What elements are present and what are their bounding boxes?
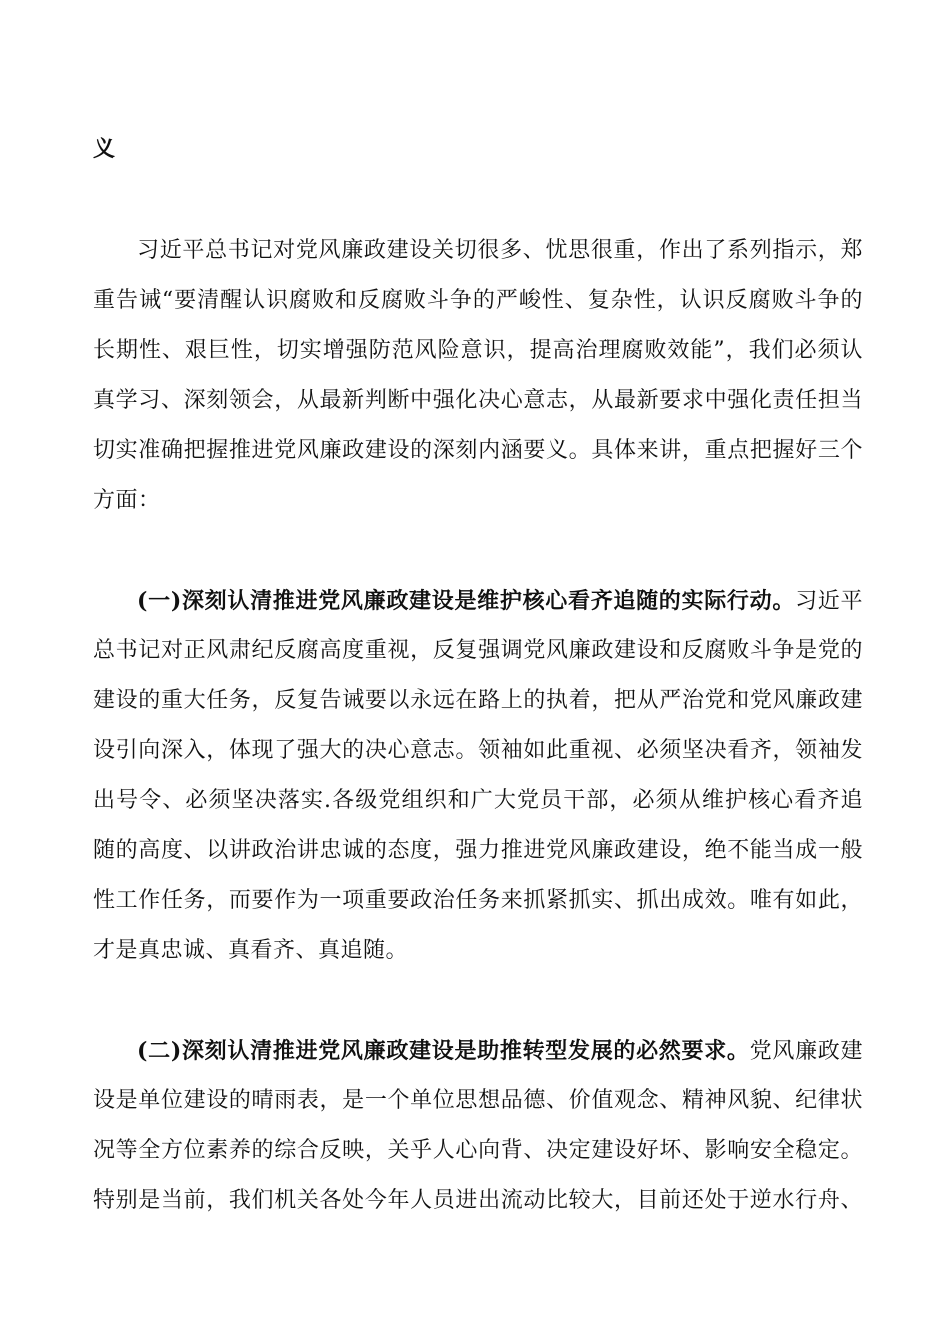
section-1-heading: (一)深刻认清推进党风廉政建设是维护核心看齐追随的实际行动。 (137, 588, 796, 614)
paragraph-1-line-2: 重告诫“要清醒认识腐败和反腐败斗争的严峻性、复杂性，认识反腐败斗争的 (93, 288, 863, 313)
section-2-first-line (137, 1036, 863, 1067)
section-2-heading-rest: 党风廉政建 (749, 1039, 863, 1064)
section-1-line-6: 性工作任务，而要作为一项重要政治任务来抓紧抓实、抓出成效。唯有如此， (93, 888, 863, 913)
section-1-line-3: 设引向深入，体现了强大的决心意志。领袖如此重视、必须坚决看齐，领袖发 (93, 738, 863, 763)
section-1-line-1: 总书记对正风肃纪反腐高度重视，反复强调党风廉政建设和反腐败斗争是党的 (93, 638, 863, 663)
page-fragment-char: 义 (93, 136, 116, 162)
section-2-heading: (二)深刻认清推进党风廉政建设是助推转型发展的必然要求。 (137, 1038, 750, 1064)
section-2-line-1: 设是单位建设的晴雨表，是一个单位思想品德、价值观念、精神风貌、纪律状 (93, 1088, 863, 1113)
paragraph-1-line-6: 方面： (93, 488, 161, 513)
section-2-line-3: 特别是当前，我们机关各处今年人员进出流动比较大，目前还处于逆水行舟、 (93, 1188, 863, 1213)
paragraph-1-line-5: 切实准确把握推进党风廉政建设的深刻内涵要义。具体来讲，重点把握好三个 (93, 438, 863, 463)
paragraph-1-line-1: 习近平总书记对党风廉政建设关切很多、忧思很重，作出了系列指示，郑 (137, 238, 863, 263)
paragraph-1-line-4: 真学习、深刻领会，从最新判断中强化决心意志，从最新要求中强化责任担当 (93, 388, 863, 413)
section-1-line-4: 出号令、必须坚决落实.各级党组织和广大党员干部，必须从维护核心看齐追 (93, 788, 863, 813)
section-1-first-line (137, 586, 863, 617)
paragraph-1-line-3: 长期性、艰巨性，切实增强防范风险意识，提高治理腐败效能”，我们必须认 (93, 338, 863, 363)
section-1-heading-rest: 习近平 (795, 589, 863, 614)
section-2-line-2: 况等全方位素养的综合反映，关乎人心向背、决定建设好坏、影响安全稳定。 (93, 1138, 863, 1163)
section-1-line-7: 才是真忠诚、真看齐、真追随。 (93, 938, 409, 963)
section-1-line-5: 随的高度、以讲政治讲忠诚的态度，强力推进党风廉政建设，绝不能当成一般 (93, 838, 863, 863)
section-1-line-2: 建设的重大任务，反复告诫要以永远在路上的执着，把从严治党和党风廉政建 (93, 688, 863, 713)
